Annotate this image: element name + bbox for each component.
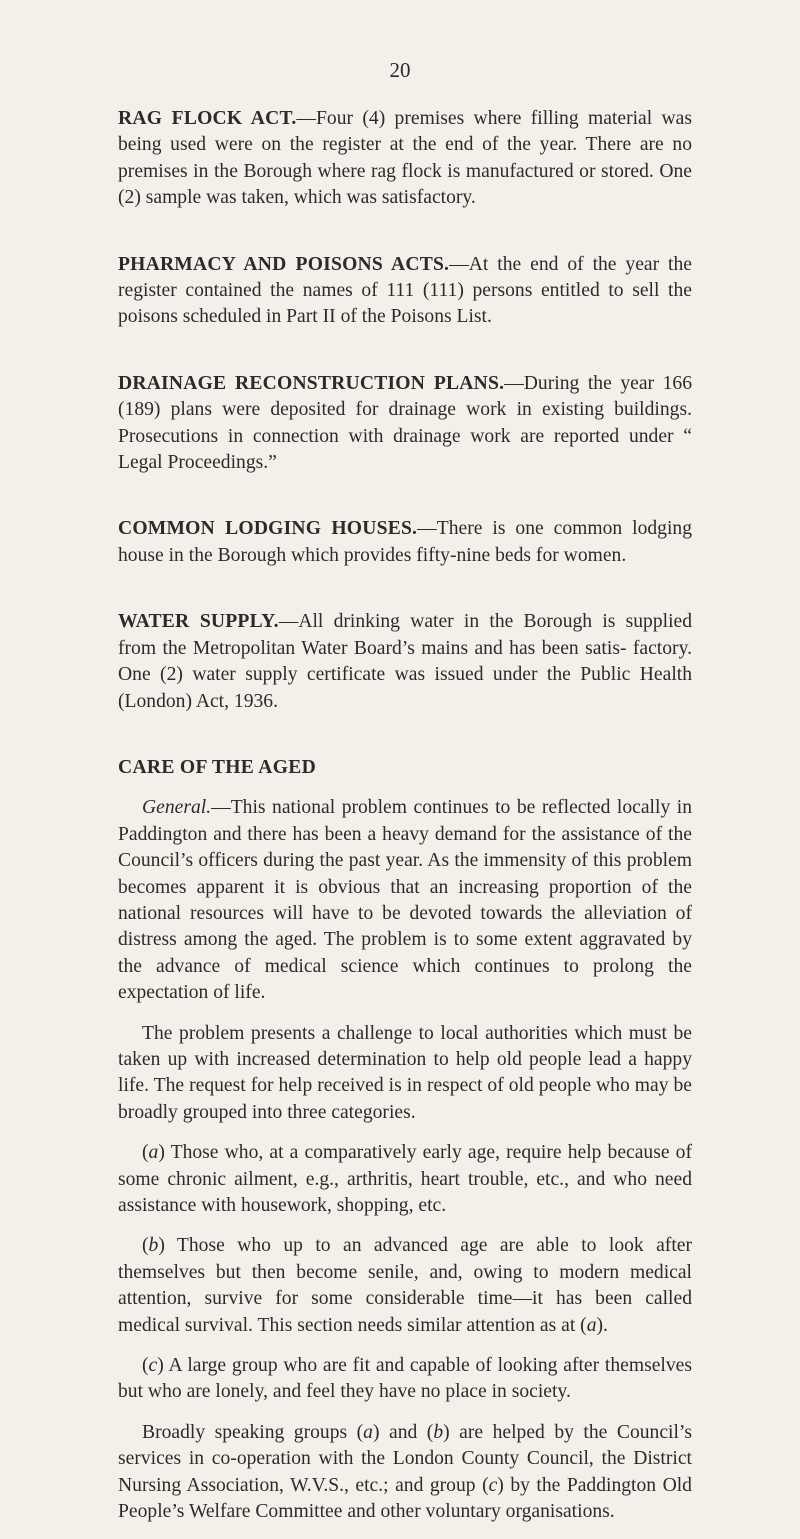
- section-body: —Four (4) premises where filling material was being used were on the register at the end of the year. There are no premises in the Borough where rag flock is manufactured or stored. One (2) sample was taken, which was satisfactory.: [118, 108, 692, 209]
- category-tail: .: [603, 1314, 608, 1336]
- general-label: General.: [142, 797, 212, 819]
- section-paragraph: [118, 252, 692, 331]
- page-number: 20: [389, 58, 411, 82]
- category-letter: a: [148, 1142, 159, 1164]
- section-rag-flock: [118, 106, 692, 212]
- category-letter: b: [148, 1235, 159, 1257]
- section-body: —During the year 166 (189) plans were deposited for drainage work in existing buildings. Prosecutions in connection with drainage work are reported under “ Legal Proceedings.”: [118, 372, 692, 474]
- category-item-c: (c) A large group who are fit and capable of looking after themselves but who are lonely, and feel they have no place in society.: [118, 1355, 692, 1403]
- section-water-supply: [118, 609, 692, 715]
- general-paragraph: [118, 795, 692, 1006]
- category-text: Those who, at a comparatively early age, require help because of some chronic ailment, e.g., arthritis, heart trouble, etc., and who need assistance with housework, shopping, etc.: [118, 1142, 692, 1216]
- section-pharmacy-poisons: [118, 252, 692, 331]
- general-body: —This national problem continues to be reflected locally in Paddington and there has been a heavy demand for the assistance of the Council’s officers during the past year. As the immensity of this problem becomes apparent it is obvious that an increasing proportion of the national resources will have to be devoted towards the alleviation of distress among the aged. The problem is to some extent aggravated by the advance of medical science which continues to prolong the expectation of life.: [118, 797, 692, 1004]
- summary-part: Broadly speaking groups (: [142, 1421, 364, 1443]
- section-heading: COMMON LODGING HOUSES.: [118, 518, 418, 540]
- section-heading: PHARMACY AND POISONS ACTS.: [118, 253, 450, 275]
- category-reference: a: [586, 1314, 597, 1336]
- section-paragraph: [118, 106, 692, 212]
- section-paragraph: [118, 371, 692, 477]
- section-heading: DRAINAGE RECONSTRUCTION PLANS.: [118, 372, 505, 394]
- section-care-of-the-aged: [118, 755, 692, 1526]
- summary-paragraph: [118, 1420, 692, 1526]
- category-letter: c: [148, 1355, 158, 1377]
- category-text: Those who up to an advanced age are able to look after themselves but then become senile, and, owing to modern medical attention, survive for some considerable time—it has been called medical survival. This section needs similar attention as at: [118, 1235, 692, 1336]
- page-content: [118, 106, 692, 1539]
- summary-reference: a: [363, 1421, 373, 1443]
- section-body: —There is one common lodging house in the Borough which provides fifty-nine beds for women.: [118, 518, 693, 566]
- category-item-a: (a) Those who, at a comparatively early age, require help because of some chronic ailment, e.g., arthritis, heart trouble, etc., and who need assistance with housework, shopping, etc.: [118, 1142, 692, 1216]
- summary-part: ) are helped by the Council’s services in co-operation with the London County Council, the District Nursing Association, W.V.S., etc.; and group (: [118, 1421, 692, 1496]
- section-title: CARE OF THE AGED: [118, 756, 317, 778]
- section-body: —All drinking water in the Borough is supplied from the Metropolitan Water Board’s mains and has been satis- factory. One (2) water supply certificate was issued under the Public Health (London) Act, 1936.: [118, 611, 692, 712]
- section-body: —At the end of the year the register contained the names of 111 (111) persons entitled to sell the poisons scheduled in Part II of the Poisons List.: [118, 253, 692, 328]
- section-paragraph: [118, 609, 692, 715]
- section-common-lodging-houses: [118, 516, 692, 569]
- summary-part: ) by the Paddington Old People’s Welfare Committee and other voluntary organisations.: [118, 1474, 692, 1523]
- summary-reference: c: [488, 1474, 498, 1496]
- category-text: A large group who are fit and capable of looking after themselves but who are lonely, and feel they have no place in society.: [118, 1355, 692, 1403]
- summary-reference: b: [433, 1421, 444, 1443]
- summary-part: ) and (: [372, 1421, 434, 1443]
- section-heading: RAG FLOCK ACT.: [118, 108, 297, 129]
- challenge-paragraph: The problem presents a challenge to local authorities which must be taken up with increased determination to help old people lead a happy life. The request for help received is in respect of old people who may be broadly grouped into three categories.: [118, 1022, 692, 1123]
- section-drainage-plans: [118, 371, 692, 477]
- category-item-b: (b) Those who up to an advanced age are able to look after themselves but then become senile, and, owing to modern medical attention, survive for some considerable time—it has been called medical survival. This section needs similar attention as at (a).: [118, 1235, 692, 1336]
- section-paragraph: [118, 516, 692, 569]
- section-heading: WATER SUPPLY.: [118, 611, 279, 633]
